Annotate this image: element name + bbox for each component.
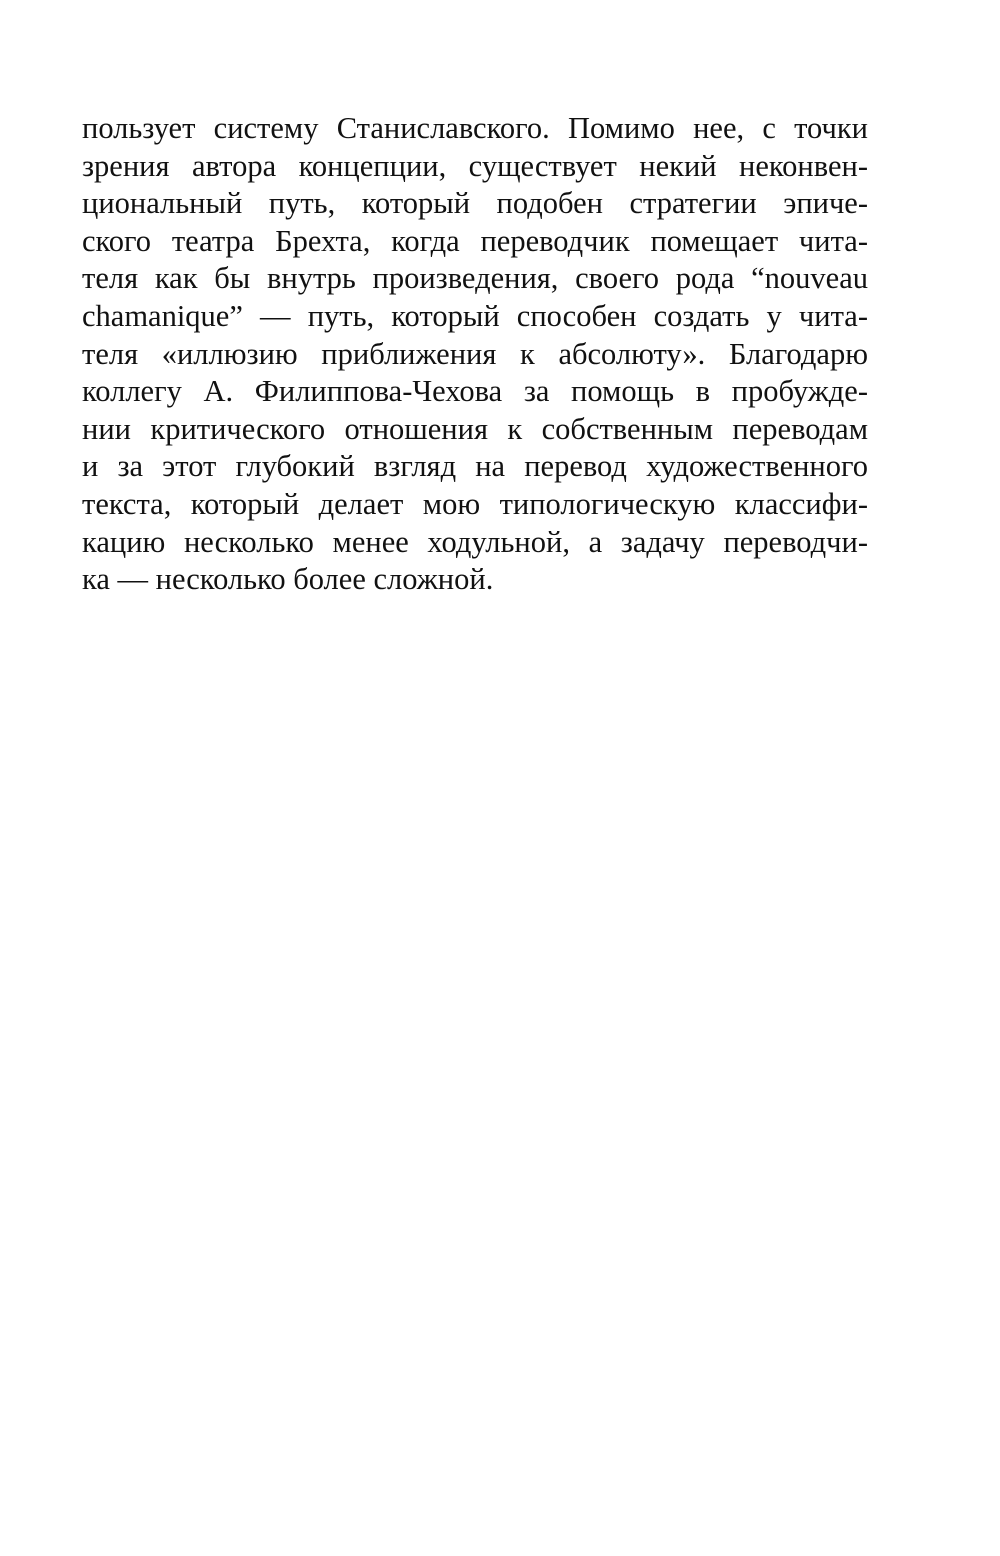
body-paragraph bbox=[82, 110, 868, 599]
text-line: пользует систему Станиславского. Помимо нее, с точки bbox=[82, 111, 868, 145]
text-line: циональный путь, который подобен стратегии эпиче- bbox=[82, 186, 868, 221]
text-line: кацию несколько менее ходульной, а задачу переводчи- bbox=[82, 524, 868, 559]
text-line: chamanique” — путь, который способен создать у чита- bbox=[82, 298, 868, 333]
text-line: ского театра Брехта, когда переводчик помещает чита- bbox=[82, 223, 868, 258]
text-line: теля как бы внутрь произведения, своего рода “nouveau bbox=[82, 261, 868, 296]
text-line: коллегу А. Филиппова-Чехова за помощь в пробужде- bbox=[82, 374, 868, 409]
text-line: текста, который делает мою типологическую классифи- bbox=[82, 486, 868, 521]
text-line: нии критического отношения к собственным переводам bbox=[82, 411, 868, 446]
text-line: зрения автора концепции, существует некий неконвен- bbox=[82, 148, 868, 183]
text-line: теля «иллюзию приближения к абсолюту». Благодарю bbox=[82, 336, 868, 371]
text-line-last: ка — несколько более сложной. bbox=[82, 562, 494, 597]
text-line: и за этот глубокий взгляд на перевод художественного bbox=[82, 449, 868, 484]
